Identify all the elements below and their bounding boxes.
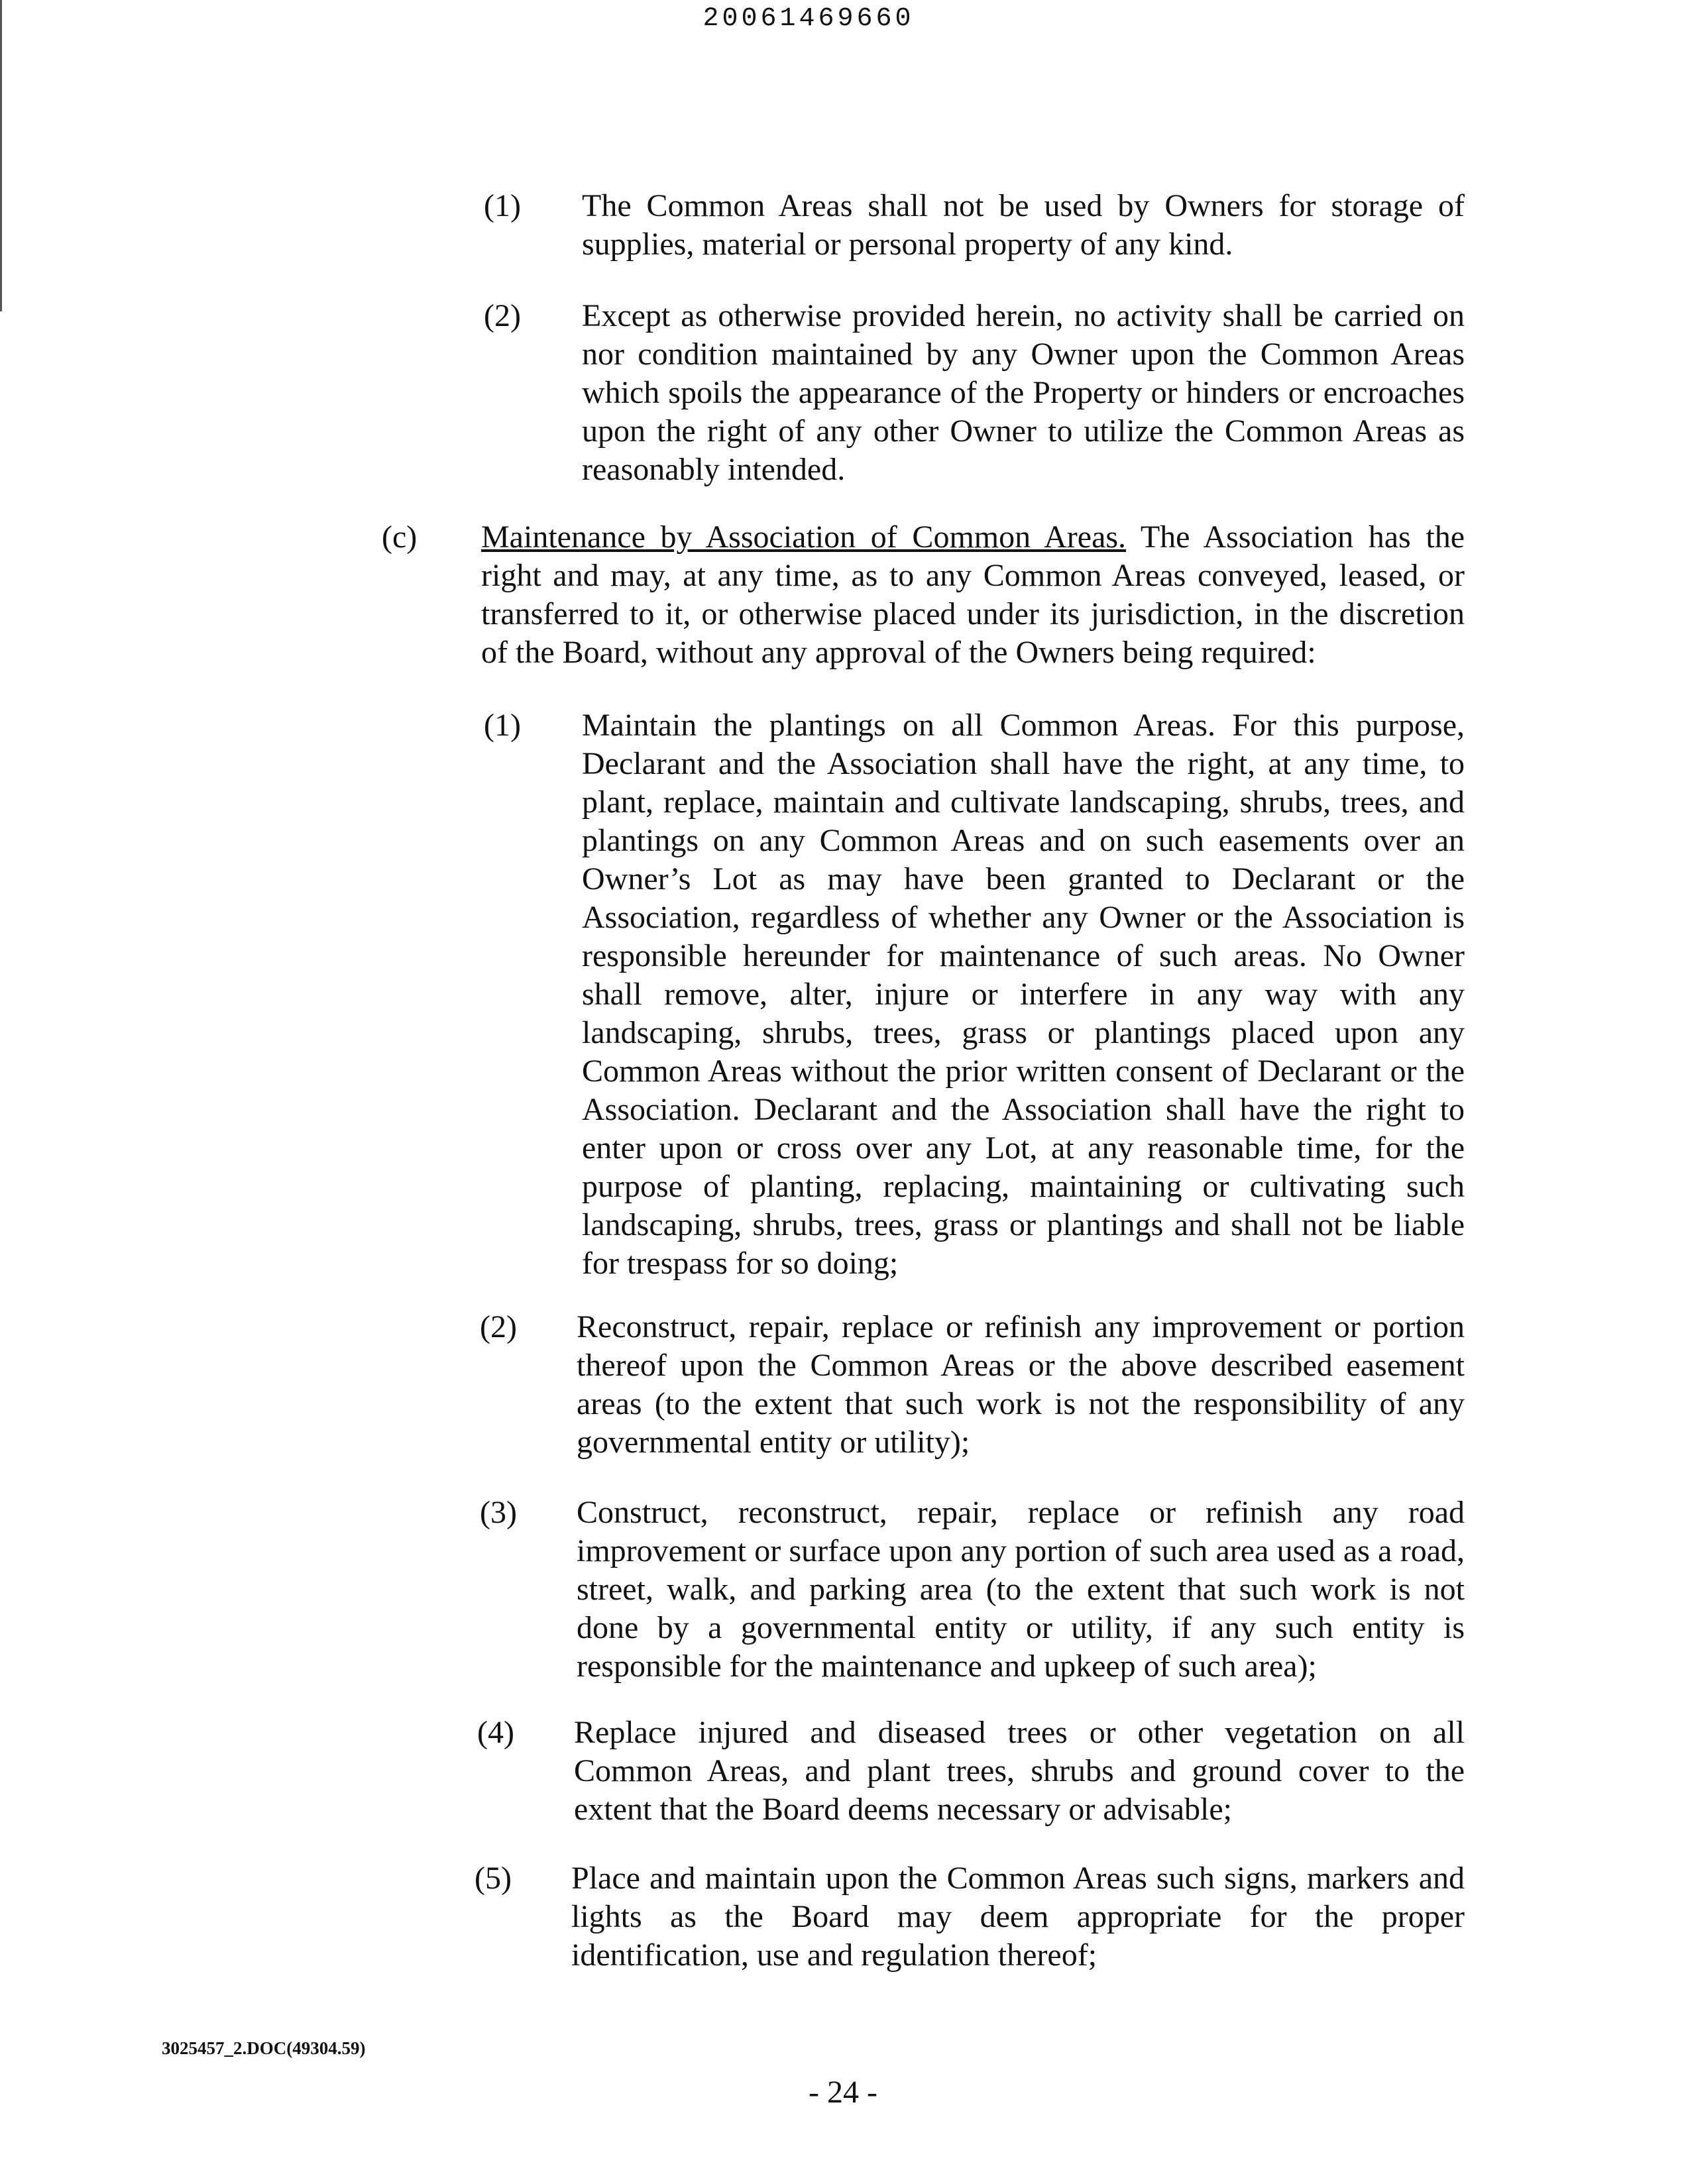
item-text: Except as otherwise provided herein, no activity shall be carried on nor condition maintained by any Owner upon the Common Areas which spoils the appearance of the Property or hinders or encroaches upon the right of any other Owner to utilize the Common Areas as reasonably intended. bbox=[582, 298, 1465, 487]
list-item bbox=[477, 1714, 1465, 1829]
item-text: Place and maintain upon the Common Areas such signs, markers and lights as the Board may deem appropriate for the proper identification, use and regulation thereof; bbox=[571, 1861, 1465, 1973]
list-item bbox=[480, 1494, 1465, 1686]
section-c-paragraph bbox=[481, 518, 1465, 672]
item-marker: (4) bbox=[477, 1715, 514, 1750]
list-item bbox=[484, 187, 1465, 264]
document-number: 20061469660 bbox=[702, 4, 915, 34]
section-marker: (c) bbox=[382, 519, 418, 555]
list-item bbox=[484, 706, 1465, 1283]
item-text: The Common Areas shall not be used by Owners for storage of supplies, material or personal property of any kind. bbox=[582, 188, 1465, 262]
item-marker: (3) bbox=[480, 1495, 517, 1530]
section-c bbox=[382, 518, 1465, 672]
item-marker: (1) bbox=[484, 188, 521, 223]
footer-document-id: 3025457_2.DOC(49304.59) bbox=[162, 2038, 366, 2058]
item-marker: (2) bbox=[484, 298, 521, 333]
section-heading: Maintenance by Association of Common Areas. bbox=[481, 519, 1127, 555]
item-marker: (2) bbox=[480, 1309, 517, 1344]
list-item bbox=[484, 297, 1465, 489]
item-text: Replace injured and diseased trees or other vegetation on all Common Areas, and plant trees, shrubs and ground cover to the extent that the Board deems necessary or advisable; bbox=[574, 1715, 1465, 1827]
item-text: Construct, reconstruct, repair, replace or refinish any road improvement or surface upon any portion of such area used as a road, street, walk, and parking area (to the extent that such work is not done by a governmental entity or utility, if any such entity is responsible for the maintenance and upkeep of such area); bbox=[577, 1495, 1465, 1684]
item-text: Maintain the plantings on all Common Areas. For this purpose, Declarant and the Association shall have the right, at any time, to plant, replace, maintain and cultivate landscaping, shrubs, trees, and plantings on any Common Areas and on such easements over an Owner’s Lot as may have been granted to Declarant or the Association, regardless of whether any Owner or the Association is responsible hereunder for maintenance of such areas. No Owner shall remove, alter, injure or interfere in any way with any landscaping, shrubs, trees, grass or plantings placed upon any Common Areas without the prior written consent of Declarant or the Association. Declarant and the Association shall have the right to enter upon or cross over any Lot, at any reasonable time, for the purpose of planting, replacing, maintaining or cultivating such landscaping, shrubs, trees, grass or plantings and shall not be liable for trespass for so doing; bbox=[582, 708, 1465, 1281]
item-marker: (1) bbox=[484, 708, 521, 743]
section-c-text: The Association has the right and may, at any time, as to any Common Areas conveyed, leased, or transferred to it, or otherwise placed under its jurisdiction, in the discretion of the Board, without any approval of the Owners being required: bbox=[481, 519, 1465, 670]
page-number: - 24 - bbox=[809, 2075, 877, 2110]
scan-edge-line bbox=[0, 0, 2, 311]
item-marker: (5) bbox=[475, 1861, 512, 1896]
list-item bbox=[475, 1859, 1465, 1975]
item-text: Reconstruct, repair, replace or refinish any improvement or portion thereof upon the Common Areas or the above described easement areas (to the extent that such work is not the responsibility of any governmental entity or utility); bbox=[577, 1309, 1465, 1460]
list-item bbox=[480, 1308, 1465, 1462]
